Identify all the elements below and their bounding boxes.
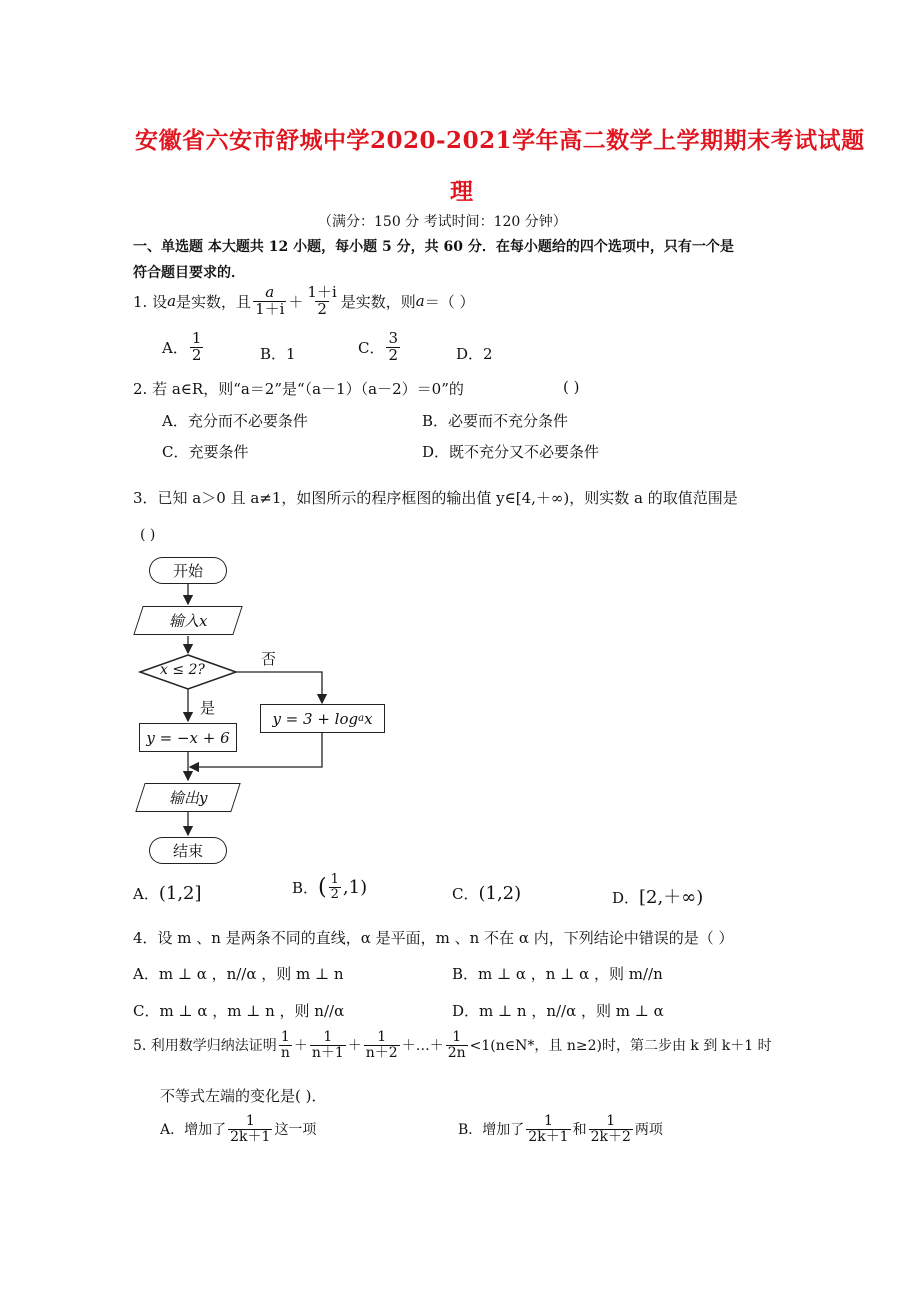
question-5-option-b: B．增加了 $\frac{1}{2k+1}$ 和 $\frac{1}{2k+2}$ 两项 bbox=[458, 1113, 663, 1145]
question-3-option-a: A．(1,2] bbox=[133, 883, 202, 904]
question-5-option-a: A．增加了 $\frac{1}{2k+1}$ 这一项 bbox=[160, 1113, 317, 1145]
flowchart-decision-label: x ≤ 2? bbox=[160, 662, 205, 678]
exam-info: （满分：150 分 考试时间：120 分钟） bbox=[318, 214, 567, 230]
question-1-option-d: D．2 bbox=[456, 345, 493, 363]
question-1-option-a: A． $\frac{1}{2}$ bbox=[162, 329, 202, 364]
question-2-option-a: A．充分而不必要条件 bbox=[162, 412, 308, 430]
fraction: $\frac{1+i}{2}$ bbox=[307, 283, 337, 318]
question-3-option-c: C．(1,2) bbox=[452, 883, 522, 904]
section-heading-line2: 符合题目要求的． bbox=[133, 265, 245, 281]
question-5-stem: 5. 利用数学归纳法证明 $\frac{1}{n}$ ＋ $\frac{1}{n+1}$ ＋ $\frac{1}{n+2}$ ＋…＋ $\frac{1}{2n}$ <1(n∈N*，且 n≥2)时，第二步由 k 到 k＋1 时 bbox=[133, 1029, 772, 1061]
flowchart-output: 输出y bbox=[135, 783, 240, 812]
flowchart-no-box: y = 3 + log a x bbox=[260, 704, 385, 733]
question-4-option-c: C．m ⊥ α ，m ⊥ n ，则 n//α bbox=[133, 1002, 345, 1020]
question-3-option-d: D．[2,＋∞) bbox=[612, 887, 704, 908]
flowchart-no-label: 否 bbox=[261, 650, 277, 668]
question-4-option-a: A．m ⊥ α ，n//α ，则 m ⊥ n bbox=[133, 965, 344, 983]
question-3-option-b: B． ( $\frac{1}{2}$ ,1) bbox=[292, 872, 368, 902]
question-5-line2: 不等式左端的变化是( )． bbox=[160, 1087, 327, 1105]
question-3-stem: 3．已知 a＞0 且 a≠1，如图所示的程序框图的输出值 y∈[4,＋∞)，则实数 a 的取值范围是 bbox=[133, 489, 738, 507]
flowchart-yes-label: 是 bbox=[200, 699, 216, 717]
fraction: $\frac{a}{1+i}$ bbox=[255, 283, 285, 318]
section-heading: 一、单选题 本大题共 12 小题，每小题 5 分，共 60 分．在每小题给的四个选项中，只有一个是 bbox=[133, 239, 734, 255]
flowchart-end: 结束 bbox=[149, 837, 227, 864]
page-title: 安徽省六安市舒城中学2020-2021学年高二数学上学期期末考试试题 bbox=[135, 127, 865, 154]
question-3-paren: ( ) bbox=[140, 527, 156, 543]
question-4-stem: 4．设 m 、n 是两条不同的直线，α 是平面，m 、n 不在 α 内，下列结论中错误的是（ ） bbox=[133, 929, 734, 947]
question-2-option-b: B．必要而不充分条件 bbox=[422, 412, 569, 430]
question-4-option-b: B．m ⊥ α ，n ⊥ α ，则 m//n bbox=[452, 965, 663, 983]
question-4-option-d: D．m ⊥ n ，n//α ，则 m ⊥ α bbox=[452, 1002, 664, 1020]
flowchart-yes-box: y = −x + 6 bbox=[139, 723, 237, 752]
question-1-option-c: C． $\frac{3}{2}$ bbox=[358, 329, 399, 364]
flowchart-start: 开始 bbox=[149, 557, 227, 584]
question-1-stem: 1. 设 a 是实数，且 $\frac{a}{1+i}$ ＋ $\frac{1+i}{2}$ 是实数，则 a ＝（ ） bbox=[133, 283, 475, 318]
question-2-option-d: D．既不充分又不必要条件 bbox=[422, 443, 600, 461]
page-title-line2: 理 bbox=[450, 178, 474, 205]
question-2-stem: 2. 若 a∈R，则“a＝2”是“（a－1）（a－2）＝0”的 bbox=[133, 380, 464, 398]
question-2-option-c: C．充要条件 bbox=[162, 443, 249, 461]
question-1-option-b: B．1 bbox=[260, 345, 296, 363]
question-2-paren: ( ) bbox=[563, 378, 580, 396]
flowchart-input: 输入x bbox=[133, 606, 242, 635]
